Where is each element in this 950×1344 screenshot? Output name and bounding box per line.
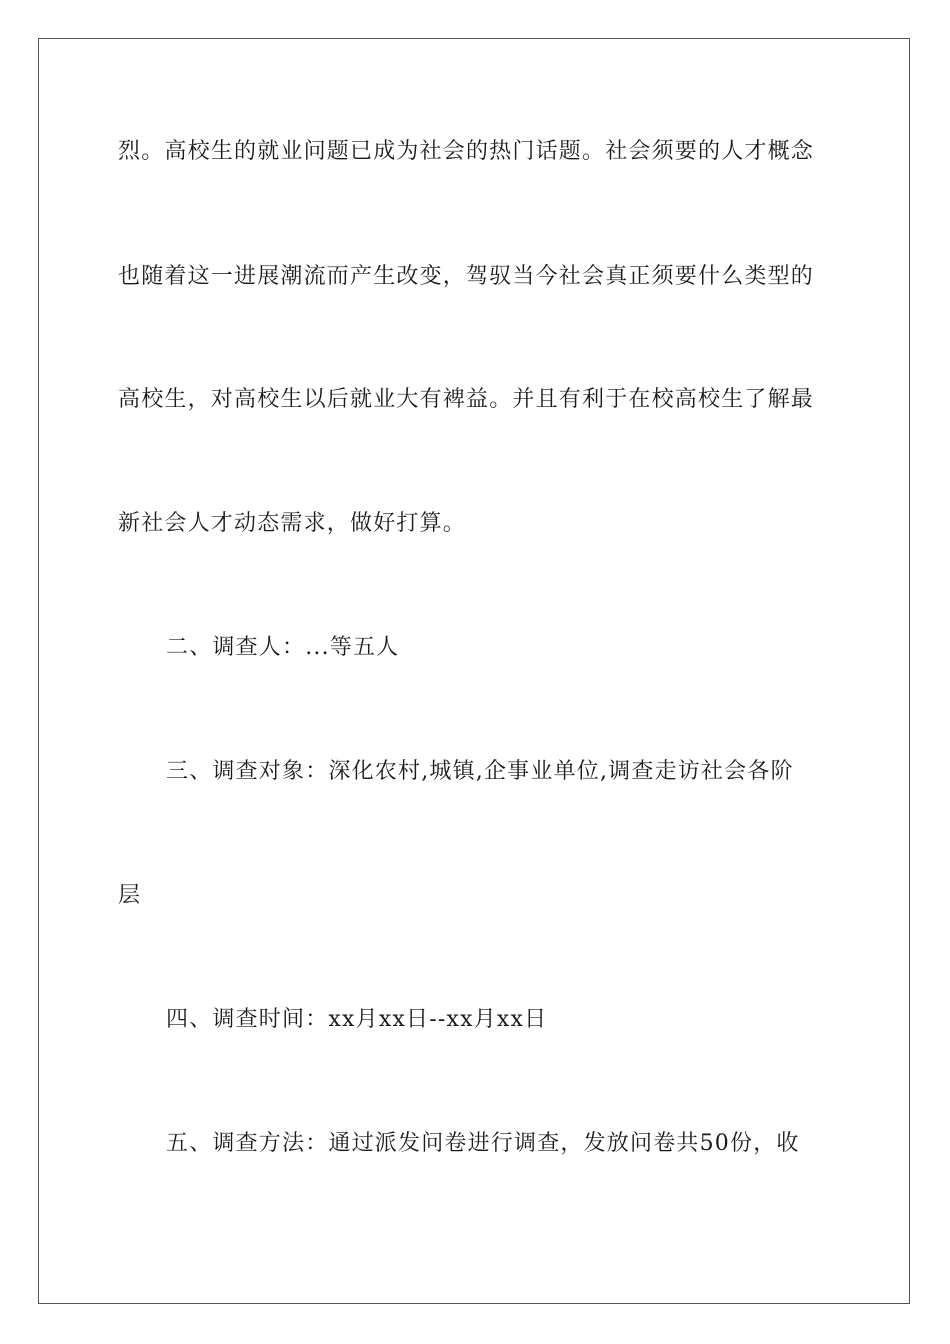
paragraph-line-4: 新社会人才动态需求，做好打算。 [118,511,467,536]
paragraph-line-3: 高校生，对高校生以后就业大有裨益。并且有利于在校高校生了解最 [118,387,815,412]
section-method: 五、调查方法：通过派发问卷进行调查，发放问卷共50份，收 [166,1131,800,1156]
section-subjects: 三、调查对象：深化农村,城镇,企事业单位,调查走访社会各阶 [166,759,794,784]
paragraph-line-2: 也随着这一进展潮流而产生改变，驾驭当今社会真正须要什么类型的 [118,264,815,289]
section-time: 四、调查时间：xx月xx日--xx月xx日 [166,1007,548,1032]
page-border [38,38,910,1304]
section-investigators: 二、调查人：...等五人 [166,635,400,660]
paragraph-line-1: 烈。高校生的就业问题已成为社会的热门话题。社会须要的人才概念 [118,139,815,164]
section-subjects-continued: 层 [118,883,142,908]
